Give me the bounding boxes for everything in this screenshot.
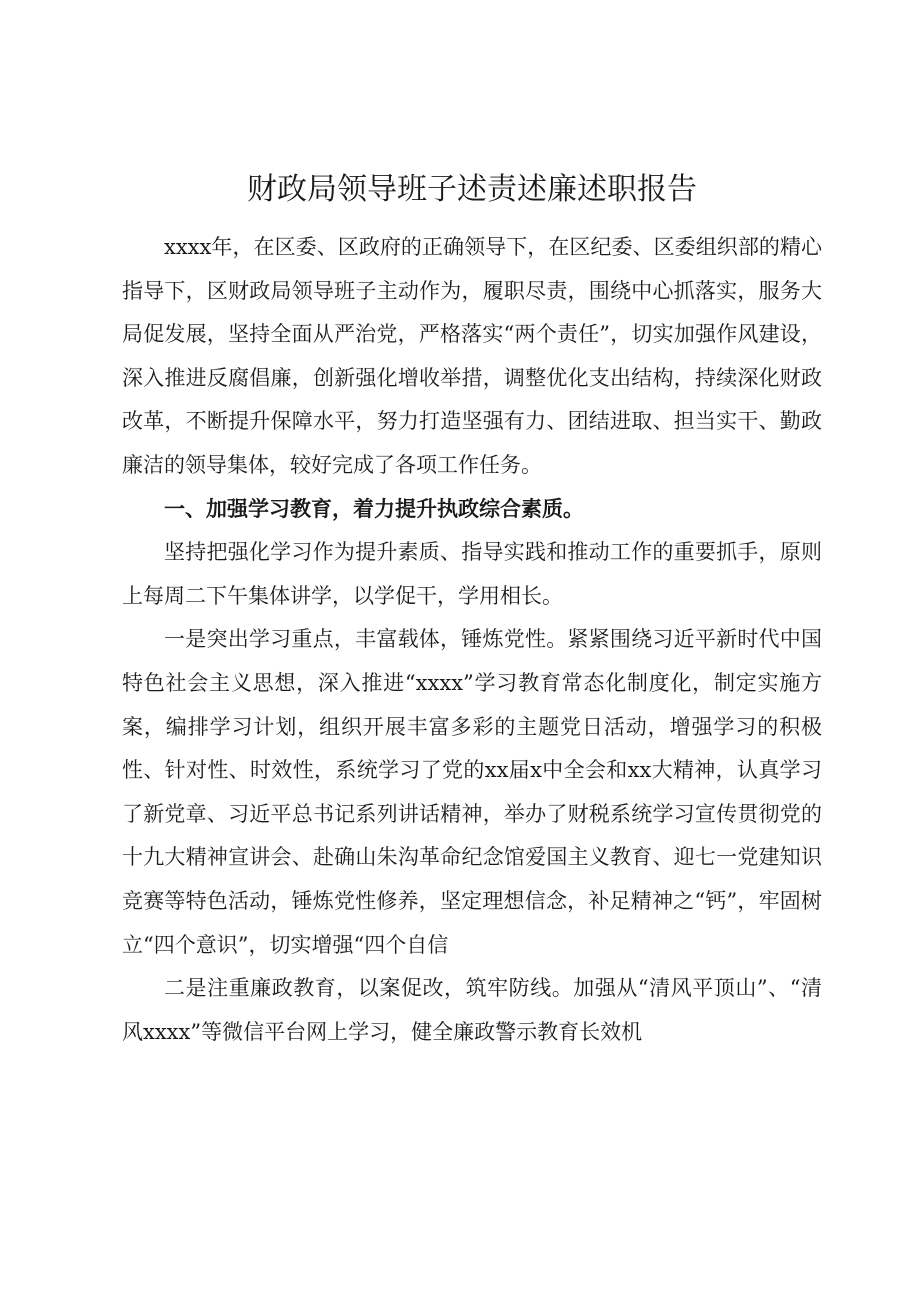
document-title: 财政局领导班子述责述廉述职报告 xyxy=(247,172,697,207)
section-heading: 一、加强学习教育，着力提升执政综合素质。 xyxy=(164,496,584,521)
document-body xyxy=(122,168,822,1054)
section-paragraph: 二是注重廉政教育，以案促改，筑牢防线。加强从“清风平顶山”、“清风xxxx”等微信平台网上学习，健全廉政警示教育长效机 xyxy=(122,976,822,1044)
intro-paragraph: xxxx年，在区委、区政府的正确领导下，在区纪委、区委组织部的精心指导下，区财政局领导班子主动作为，履职尽责，围绕中心抓落实，服务大局促发展，坚持全面从严治党，严格落实“两个责任”，切实加强作风建设，深入推进反腐倡廉，创新强化增收举措，调整优化支出结构，持续深化财政改革，不断提升保障水平，努力打造坚强有力、团结进取、担当实干、勤政廉洁的领导集体，较好完成了各项工作任务。 xyxy=(122,235,822,477)
section-paragraph: 坚持把强化学习作为提升素质、指导实践和推动工作的重要抓手，原则上每周二下午集体讲学，以学促干，学用相长。 xyxy=(122,540,822,608)
section-paragraph: 一是突出学习重点，丰富载体，锤炼党性。紧紧围绕习近平新时代中国特色社会主义思想，深入推进“xxxx”学习教育常态化制度化，制定实施方案，编排学习计划，组织开展丰富多彩的主题党日活动，增强学习的积极性、针对性、时效性，系统学习了党的xx届x中全会和xx大精神，认真学习了新党章、习近平总书记系列讲话精神，举办了财税系统学习宣传贯彻党的十九大精神宣讲会、赴确山朱沟革命纪念馆爱国主义教育、迎七一党建知识竞赛等特色活动，锤炼党性修养，坚定理想信念，补足精神之“钙”，牢固树立“四个意识”，切实增强“四个自信 xyxy=(122,627,822,957)
